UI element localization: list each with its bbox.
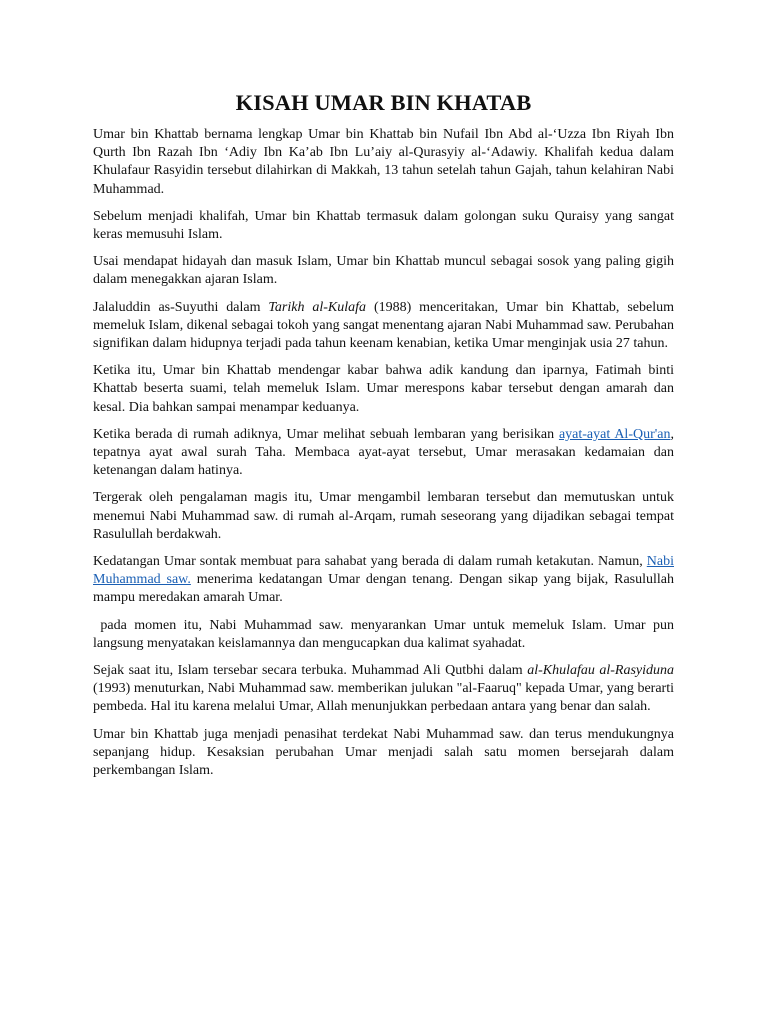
text-segment: (1988) menceritakan, Umar bin Khattab, sebelum memeluk Islam, dikenal sebagai tokoh yang sangat menentang ajaran Nabi Muhammad saw. Perubahan signifikan dalam hidupnya terjadi pada tahun keenam kenabian, ketika Umar menginjak usia 27 tahun. <box>93 299 674 352</box>
book-title-al-khulafau-al-rasyiduna: al-Khulafau al-Rasyiduna <box>527 663 674 679</box>
text-segment: menerima kedatangan Umar dengan tenang. Dengan sikap yang bijak, Rasulullah mampu meredakan amarah Umar. <box>93 572 674 606</box>
paragraph-10 <box>93 662 674 717</box>
text-segment: Umar bin Khattab bernama lengkap Umar bin Khattab bin Nufail Ibn Abd al-‘Uzza Ibn Riyah Ibn Qurth Ibn Razah Ibn ‘Adiy Ibn Ka’ab Ibn Lu’aiy al-Qurasyiy al-‘Adawiy. Khalifah kedua dalam Khulafaur Rasyidin tersebut dilahirkan di Makkah, 13 tahun setelah tahun Gajah, tahun kelahiran Nabi Muhammad. <box>93 127 674 197</box>
text-segment: Sebelum menjadi khalifah, Umar bin Khattab termasuk dalam golongan suku Quraisy yang sangat keras memusuhi Islam. <box>93 208 674 243</box>
paragraph-6 <box>93 426 674 481</box>
text-segment: Umar bin Khattab juga menjadi penasihat terdekat Nabi Muhammad saw. dan terus mendukungnya sepanjang hidup. Kesaksian perubahan Umar menjadi salah satu momen bersejarah dalam perkembangan Islam. <box>93 726 674 779</box>
text-segment: pada momen itu, Nabi Muhammad saw. menyarankan Umar untuk memeluk Islam. Umar pun langsung menyatakan keislamannya dan mengucapkan dua kalimat syahadat. <box>93 617 678 651</box>
book-title-tarikh-al-kulafa: Tarikh al-Kulafa <box>268 299 367 315</box>
paragraph-2 <box>93 208 674 244</box>
text-segment: Jalaluddin as-Suyuthi dalam <box>93 299 269 315</box>
document-page <box>93 87 678 789</box>
text-segment: Sejak saat itu, Islam tersebar secara terbuka. Muhammad Ali Qutbhi dalam <box>93 663 528 679</box>
text-segment: Usai mendapat hidayah dan masuk Islam, Umar bin Khattab muncul sebagai sosok yang paling gigih dalam menegakkan ajaran Islam. <box>93 254 674 288</box>
paragraph-3 <box>93 253 674 289</box>
paragraph-7 <box>93 489 674 544</box>
text-segment: , tepatnya ayat awal surah Taha. Membaca ayat-ayat tersebut, Umar merasakan kedamaian dan ketenangan dalam hatinya. <box>93 426 674 479</box>
text-segment: Kedatangan Umar sontak membuat para sahabat yang berada di dalam rumah ketakutan. Namun, <box>93 554 647 570</box>
paragraph-4 <box>93 299 674 354</box>
text-segment: Ketika berada di rumah adiknya, Umar melihat sebuah lembaran yang berisikan <box>93 426 559 442</box>
paragraph-1 <box>93 126 674 199</box>
paragraph-8 <box>93 553 674 608</box>
paragraph-11 <box>93 726 674 781</box>
link-nabi-muhammad[interactable]: Nabi Muhammad saw. <box>93 554 674 588</box>
text-segment: Tergerak oleh pengalaman magis itu, Umar mengambil lembaran tersebut dan memutuskan untuk menemui Nabi Muhammad saw. di rumah al-Arqam, rumah seseorang yang dijadikan sebagai tempat Rasulullah berdakwah. <box>93 490 674 542</box>
document-title: KISAH UMAR BIN KHATAB <box>235 90 532 115</box>
paragraph-9 <box>93 617 678 653</box>
paragraph-5 <box>93 362 674 417</box>
text-segment: Ketika itu, Umar bin Khattab mendengar kabar bahwa adik kandung dan iparnya, Fatimah binti Khattab beserta suami, telah memeluk Islam. Umar merespons kabar tersebut dengan amarah dan kesal. Dia bahkan sampai menampar keduanya. <box>93 363 674 415</box>
link-ayat-al-quran[interactable]: ayat-ayat Al-Qur'an <box>558 426 671 442</box>
text-segment: (1993) menuturkan, Nabi Muhammad saw. memberikan julukan "al-Faaruq" kepada Umar, yang berarti pembeda. Hal itu karena melalui Umar, Allah menunjukkan perbedaan antara yang benar dan salah. <box>93 681 674 715</box>
